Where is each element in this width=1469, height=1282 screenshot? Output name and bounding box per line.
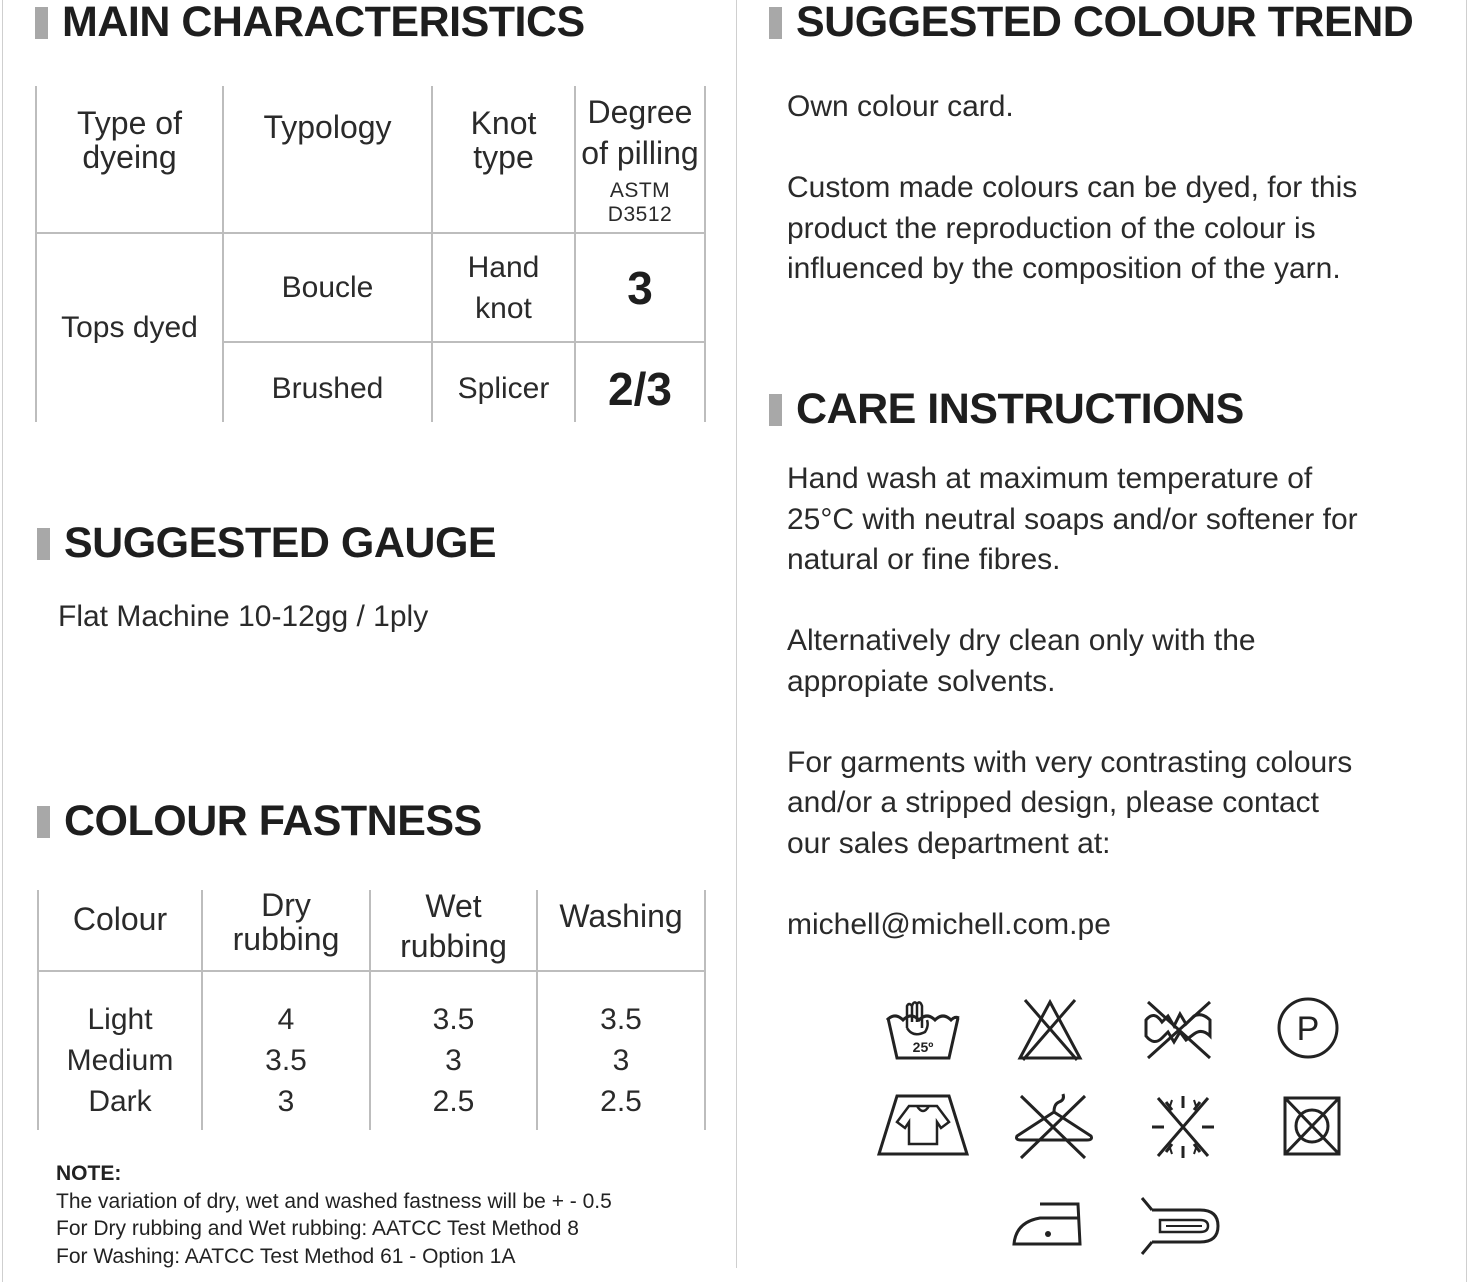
colour-column [39,999,201,1122]
dry-flat-sweater-icon [1138,1194,1222,1258]
header-colour: Colour [72,901,168,937]
page-border-right [1466,0,1467,1282]
main-characteristics-title: MAIN CHARACTERISTICS [35,0,585,47]
do-not-bleach-icon [1017,998,1083,1062]
care-instructions-title: CARE INSTRUCTIONS [769,385,1244,434]
svg-text:25º: 25º [912,1039,934,1055]
do-not-hang-dry-icon [1013,1092,1095,1162]
colour-medium: Medium [66,1044,174,1077]
title-marker [35,7,48,39]
do-not-wring-icon [1140,998,1216,1062]
dry-rubbing-column: 4 3.5 3 [265,1003,307,1118]
care-paragraph: Alternatively dry clean only with the appropiate solvents. [787,624,1256,698]
row1-pilling: 3 [627,261,653,314]
colour-trend-title: SUGGESTED COLOUR TREND [769,0,1413,47]
header-knot-type: Knot type [470,105,537,175]
header-typology: Typology [263,109,392,145]
row2-typology: Brushed [271,372,384,405]
contact-email[interactable]: michell@michell.com.pe [787,907,1111,941]
dry-clean-p-icon [1274,995,1342,1061]
care-paragraph: For garments with very contrasting colours and/or a stripped design, please contact our sales department at: [787,745,1353,860]
colour-trend-text [787,87,1357,330]
care-text [787,459,1358,986]
pilling-standard: ASTM D3512 [607,179,673,226]
header-pilling: Degree of pilling ASTM D3512 [576,89,704,229]
colour-trend-paragraph: Own colour card. [787,90,1014,123]
title-marker [769,7,782,39]
dyeing-value: Tops dyed [61,311,198,344]
washing-column: 3.5 3 2.5 [600,1003,642,1118]
column-divider [736,0,737,1268]
title-marker [769,394,782,426]
note-line: For Dry rubbing and Wet rubbing: AATCC Test Method 8 [56,1217,579,1240]
colour-fastness-title: COLOUR FASTNESS [37,797,482,846]
header-dyeing: Type of dyeing [77,105,182,175]
colour-dark: Dark [88,1085,152,1118]
row1-knot: Hand knot [467,250,540,325]
iron-low-icon [1012,1198,1084,1248]
do-not-tumble-dry-icon [1282,1095,1342,1157]
do-not-iron-steam-icon [1148,1092,1218,1162]
dry-flat-icon [877,1092,969,1158]
title-marker [37,528,50,560]
fastness-note [56,1160,612,1270]
svg-text:P: P [1296,1010,1320,1048]
main-characteristics-table [35,86,706,422]
wet-rubbing-column: 3.5 3 2.5 [432,1003,475,1118]
colour-fastness-table [37,888,706,1130]
row2-pilling: 2/3 [608,363,672,415]
page-border-left [2,0,3,1282]
suggested-gauge-title: SUGGESTED GAUGE [37,519,496,568]
note-line: For Washing: AATCC Test Method 61 - Option 1A [56,1244,516,1268]
note-heading: NOTE: [56,1162,122,1185]
note-line: The variation of dry, wet and washed fastness will be + - 0.5 [56,1189,612,1213]
colour-light: Light [87,1003,153,1036]
row2-knot: Splicer [457,372,550,405]
gauge-text: Flat Machine 10-12gg / 1ply [58,600,429,633]
colour-trend-paragraph: Custom made colours can be dyed, for this product the reproduction of the colour is influenced by the composition of the yarn. [787,171,1358,285]
row1-typology: Boucle [281,270,374,304]
hand-wash-25-icon [885,998,961,1062]
title-marker [37,806,50,838]
care-paragraph: Hand wash at maximum temperature of 25°C with neutral soaps and/or softener for natural or fine fibres. [787,462,1358,576]
header-dry-rubbing: Dry rubbing [232,887,340,957]
header-washing: Washing [559,898,683,934]
header-wet-rubbing: Wet rubbing [400,888,507,964]
